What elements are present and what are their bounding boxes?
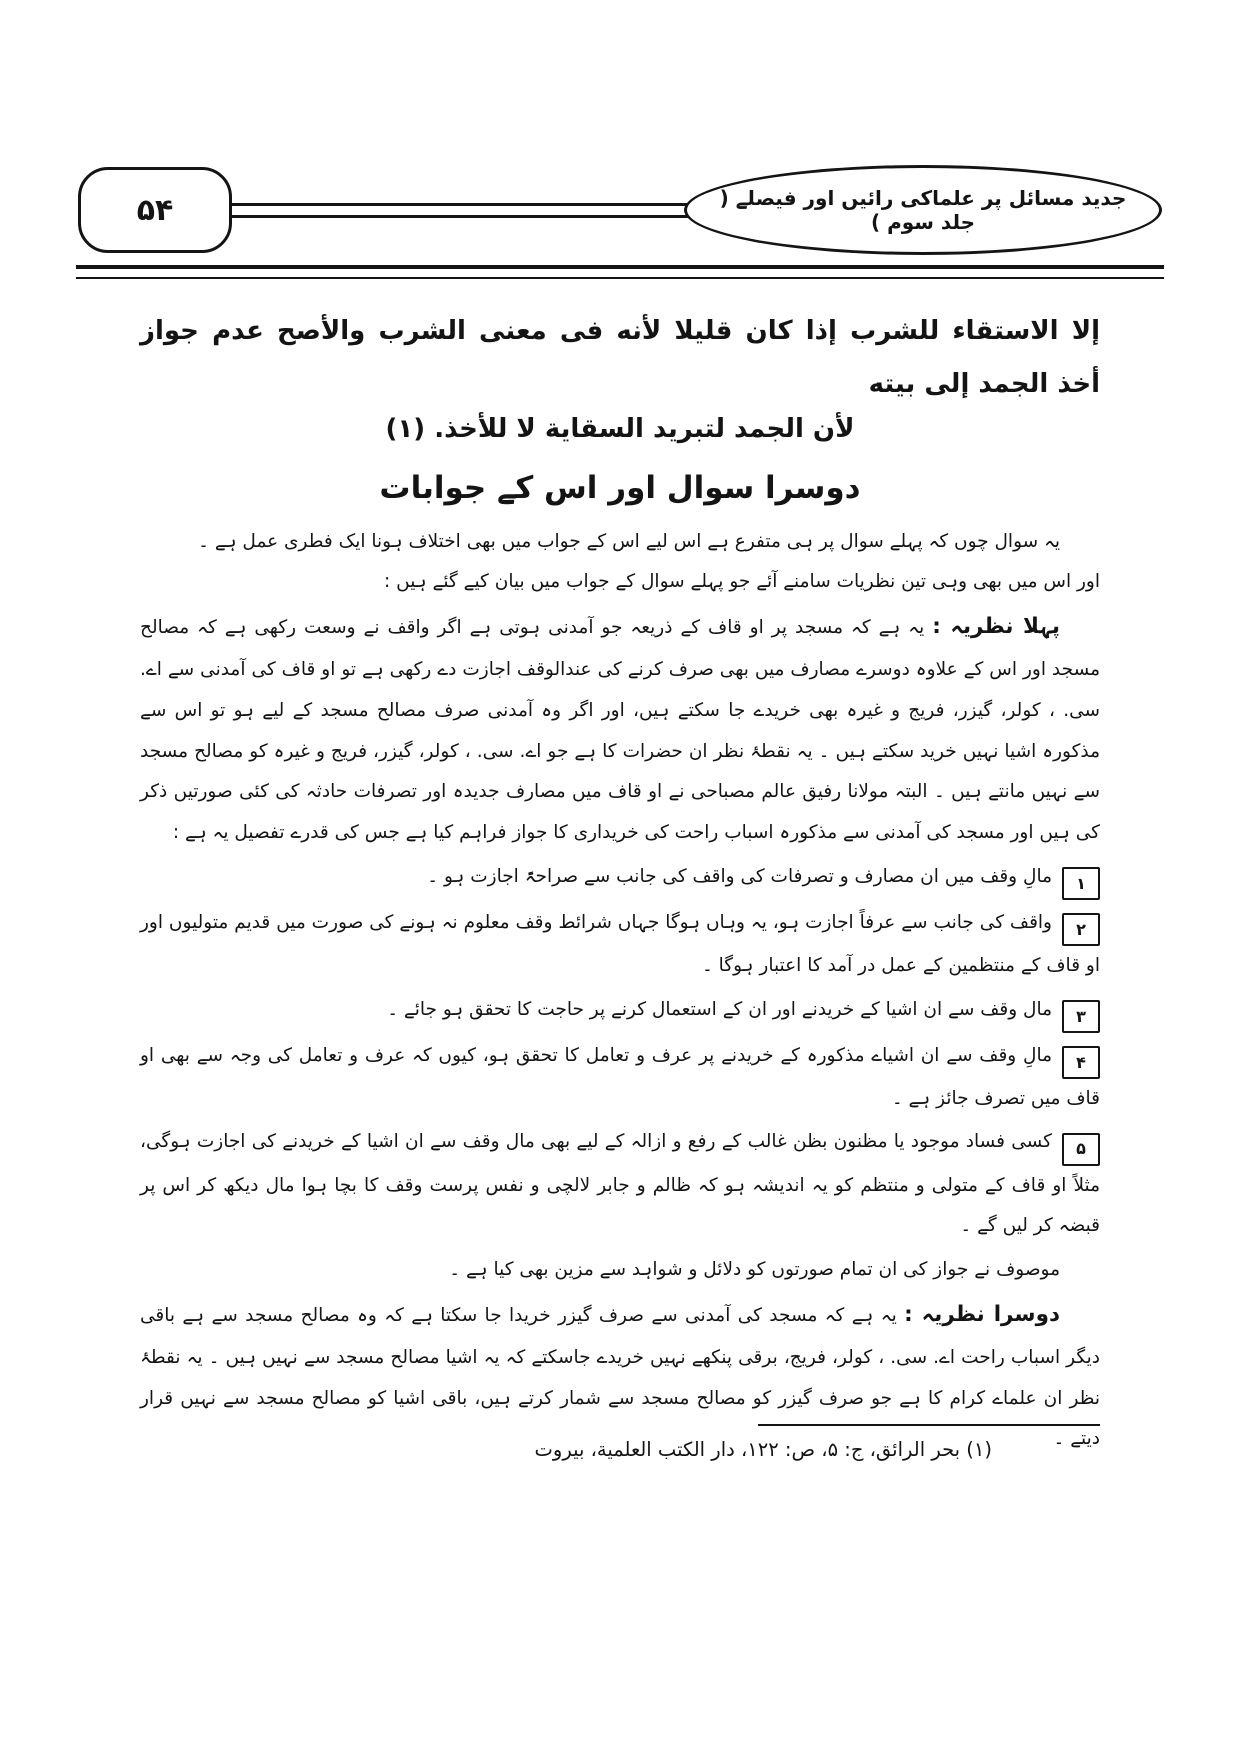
item-text: مالِ وقف سے ان اشیاے مذکورہ کے خریدنے پر عرف و تعامل کا تحقق ہو، کیوں کہ عرف و تعامل کی وجہ سے بھی او قاف میں تصرف جائز ہے ۔ <box>140 1044 1100 1109</box>
page-number-box <box>78 167 232 253</box>
item-number-box <box>1062 1046 1100 1079</box>
item-number: ۵ <box>1076 1139 1086 1159</box>
view2-label: دوسرا نظریہ : <box>904 1301 1060 1327</box>
list-item-2 <box>140 903 1100 987</box>
view1-text: یہ ہے کہ مسجد پر او قاف کے ذریعہ جو آمدنی ہوتی ہے اگر واقف نے وسعت رکھی ہے کہ مصالح مسجد اور اس کے علاوہ دوسرے مصارف میں بھی صرف کرنے کی عندالوقف اجازت دے رکھی ہے تو او قاف کی آمدنی سے اے. سی. ، کولر، گیزر، فریج و غیرہ بھی خریدے جا سکتے ہیں، اور اگر وہ آمدنی صرف مصالح مسجد کے لیے ہو تو اس سے مذکورہ اشیا نہیں خرید سکتے ہیں ۔ یہ نقطۂ نظر ان حضرات کا ہے جو اے. سی. ، کولر، گیزر، فریج و غیرہ کو مصالح مسجد سے نہیں مانتے ہیں ۔ البتہ مولانا رفیق عالم مصباحی نے او قاف میں مصارف جدیدہ اور تصرفات حادثہ کی کئی صورتیں ذکر کی ہیں اور مسجد کی آمدنی سے مذکورہ اسباب راحت کی خریداری کا جواز فراہم کیا ہے جس کی قدرے تفصیل یہ ہے : <box>140 616 1100 844</box>
item-number: ۲ <box>1076 919 1086 939</box>
page-number: ۵۴ <box>136 192 174 228</box>
list-item-3 <box>140 990 1100 1033</box>
item-text: مال وقف سے ان اشیا کے خریدنے اور ان کے استعمال کرنے پر حاجت کا تحقق ہو جائے ۔ <box>387 998 1052 1020</box>
footnote <box>140 1424 1100 1461</box>
header-underline-rule <box>76 265 1164 279</box>
item-number-box <box>1062 913 1100 946</box>
intro-line-2: اور اس میں بھی وہی تین نظریات سامنے آئے جو پہلے سوال کے جواب میں بیان کیے گئے ہیں : <box>384 571 1100 593</box>
header-double-rule <box>224 203 692 218</box>
page-header <box>78 165 1162 255</box>
item-number: ۴ <box>1076 1052 1086 1072</box>
view1-paragraph <box>140 603 1100 854</box>
view1-label: پہلا نظریہ : <box>932 613 1060 639</box>
item-text: واقف کی جانب سے عرفاً اجازت ہو، یہ وہاں ہوگا جہاں شرائط وقف معلوم نہ ہونے کی صورت میں قدیم متولیوں اور او قاف کے منتظمین کے عمل در آمد کا اعتبار ہوگا ۔ <box>140 911 1100 976</box>
item-number-box <box>1062 1133 1100 1166</box>
intro-line-1: یہ سوال چوں کہ پہلے سوال پر ہی متفرع ہے اس لیے اس کے جواب میں بھی اختلاف ہونا ایک فطری عمل ہے ۔ <box>198 530 1060 552</box>
list-item-1 <box>140 857 1100 900</box>
item-number-box <box>1062 1000 1100 1033</box>
item-text: کسی فساد موجود یا مظنون بظن غالب کے رفع و ازالہ کے لیے بھی مال وقف سے ان اشیا کے خریدنے کی اجازت ہوگی، مثلاً او قاف کے متولی و منتظم کو یہ اندیشہ ہو کہ ظالم و جابر لالچی و نفس پرست وقف کا بچا ہوا مال دیکھ کر اس پر قبضہ کر لیں گے ۔ <box>140 1131 1100 1237</box>
list-item-5 <box>140 1122 1100 1246</box>
list-item-4 <box>140 1036 1100 1120</box>
footnote-text: (۱) بحر الرائق، ج: ۵، ص: ۱۲۲، دار الكتب العلمية، بيروت <box>534 1438 992 1461</box>
item-text: مالِ وقف میں ان مصارف و تصرفات کی واقف کی جانب سے صراحۃً اجازت ہو ۔ <box>427 865 1052 887</box>
footnote-separator <box>758 1424 1100 1426</box>
item-number-box <box>1062 867 1100 900</box>
arabic-quote-line1: إلا الاستقاء للشرب إذا كان قليلا لأنه فى معنى الشرب والأصح عدم جواز أخذ الجمد إلى بيته <box>140 316 1100 400</box>
body-text <box>140 522 1100 1460</box>
arabic-quote-line2: لأن الجمد لتبريد السقاية لا للأخذ. (۱) <box>385 413 855 444</box>
book-title: جدید مسائل پر علماکی رائیں اور فیصلے ( جلد سوم ) <box>719 186 1127 234</box>
item-number: ۱ <box>1076 873 1086 893</box>
conclusion-line: موصوف نے جواز کی ان تمام صورتوں کو دلائل و شواہد سے مزین بھی کیا ہے ۔ <box>449 1258 1060 1280</box>
book-title-cartouche <box>684 165 1162 255</box>
section-heading: دوسرا سوال اور اس کے جوابات <box>379 469 861 506</box>
item-number: ۳ <box>1076 1006 1086 1026</box>
view2-text: یہ ہے کہ مسجد کی آمدنی سے صرف گیزر خریدا جا سکتا ہے کہ وہ مصالح مسجد سے ہے باقی دیگر اسباب راحت اے. سی. ، کولر، فریج، برقی پنکھے نہیں خریدے جاسکتے کہ یہ اشیا مصالح مسجد سے نہیں ہیں ۔ یہ نقطۂ نظر ان علماے کرام کا ہے جو صرف گیزر کو مصالح مسجد سے شمار کرتے ہیں، باقی اشیا کو مصالح مسجد سے نہیں قرار دیتے ۔ <box>140 1304 1100 1450</box>
